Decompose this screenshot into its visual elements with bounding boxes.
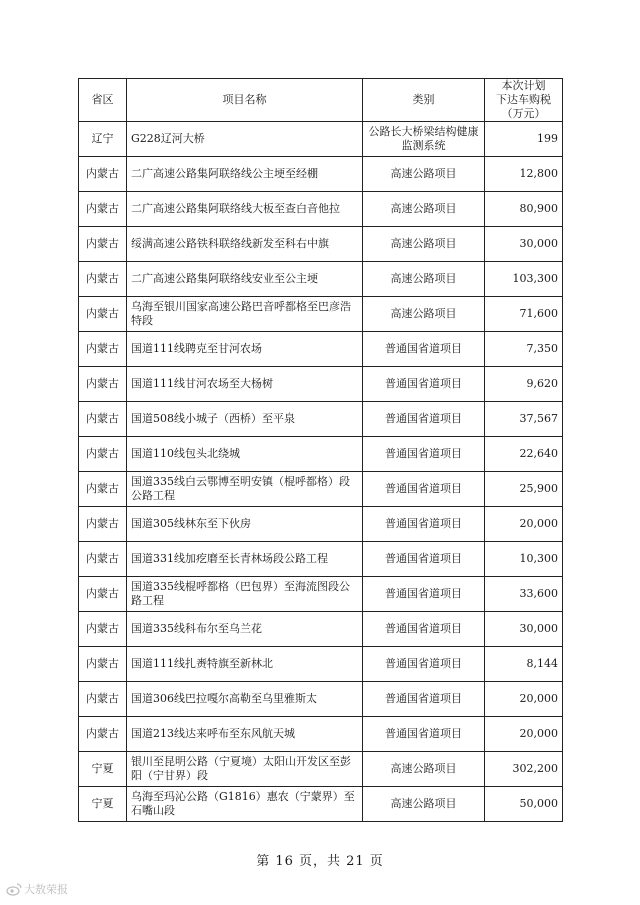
cell-category: 普通国省道项目: [363, 437, 485, 472]
cell-amount: 103,300: [485, 262, 563, 297]
cell-amount: 33,600: [485, 577, 563, 612]
cell-category: 公路长大桥梁结构健康监测系统: [363, 122, 485, 157]
cell-amount: 25,900: [485, 472, 563, 507]
cell-project: 国道213线达来呼布至东风航天城: [127, 717, 363, 752]
cell-province: 内蒙古: [79, 612, 127, 647]
table-row: [79, 402, 563, 437]
page-number: 第 16 页，共 21 页: [256, 854, 384, 869]
table-row: [79, 612, 563, 647]
cell-province: 内蒙古: [79, 577, 127, 612]
cell-province: 宁夏: [79, 787, 127, 822]
cell-province: 内蒙古: [79, 262, 127, 297]
watermark: [6, 881, 68, 897]
cell-province: 内蒙古: [79, 647, 127, 682]
cell-project: 国道111线甘河农场至大杨树: [127, 367, 363, 402]
cell-category: 高速公路项目: [363, 227, 485, 262]
cell-amount: 7,350: [485, 332, 563, 367]
cell-amount: 30,000: [485, 612, 563, 647]
cell-project: 乌海至玛沁公路（G1816）惠农（宁蒙界）至石嘴山段: [127, 787, 363, 822]
cell-amount: 8,144: [485, 647, 563, 682]
cell-project: 国道331线加疙磨至长青林场段公路工程: [127, 542, 363, 577]
cell-project: 乌海至银川国家高速公路巴音呼都格至巴彦浩特段: [127, 297, 363, 332]
cell-category: 普通国省道项目: [363, 402, 485, 437]
cell-category: 普通国省道项目: [363, 542, 485, 577]
table-row: [79, 192, 563, 227]
cell-category: 普通国省道项目: [363, 507, 485, 542]
cell-amount: 50,000: [485, 787, 563, 822]
cell-project: 银川至昆明公路（宁夏境）太阳山开发区至彭阳（宁甘界）段: [127, 752, 363, 787]
table-row: [79, 787, 563, 822]
cell-amount: 9,620: [485, 367, 563, 402]
cell-project: 国道335线白云鄂博至明安镇（棍呼都格）段公路工程: [127, 472, 363, 507]
cell-amount: 199: [485, 122, 563, 157]
cell-province: 内蒙古: [79, 507, 127, 542]
cell-category: 高速公路项目: [363, 297, 485, 332]
cell-province: 内蒙古: [79, 472, 127, 507]
cell-category: 高速公路项目: [363, 192, 485, 227]
cell-amount: 20,000: [485, 717, 563, 752]
cell-province: 内蒙古: [79, 437, 127, 472]
table-row: [79, 122, 563, 157]
cell-amount: 302,200: [485, 752, 563, 787]
table-row: [79, 682, 563, 717]
cell-project: 二广高速公路集阿联络线公主埂至经棚: [127, 157, 363, 192]
cell-category: 普通国省道项目: [363, 647, 485, 682]
header-category: 类别: [363, 79, 485, 122]
cell-province: 内蒙古: [79, 157, 127, 192]
cell-project: 国道508线小城子（西桥）至平泉: [127, 402, 363, 437]
cell-project: 二广高速公路集阿联络线安业至公主埂: [127, 262, 363, 297]
cell-amount: 37,567: [485, 402, 563, 437]
header-amount-line-2: 下达车购税: [496, 93, 551, 106]
cell-province: 内蒙古: [79, 332, 127, 367]
cell-amount: 22,640: [485, 437, 563, 472]
cell-project: G228辽河大桥: [127, 122, 363, 157]
cell-amount: 20,000: [485, 507, 563, 542]
header-amount-line-3: （万元）: [501, 107, 546, 120]
table-row: [79, 332, 563, 367]
cell-project: 国道111线扎赉特旗至新林北: [127, 647, 363, 682]
cell-province: 内蒙古: [79, 297, 127, 332]
cell-project: 国道306线巴拉嘎尔高勒至乌里雅斯太: [127, 682, 363, 717]
tax-allocation-table: [78, 78, 563, 822]
cell-project: 二广高速公路集阿联络线大板至查白音他拉: [127, 192, 363, 227]
cell-amount: 71,600: [485, 297, 563, 332]
cell-category: 高速公路项目: [363, 262, 485, 297]
header-province: 省区: [79, 79, 127, 122]
cell-amount: 80,900: [485, 192, 563, 227]
table-row: [79, 472, 563, 507]
cell-province: 内蒙古: [79, 402, 127, 437]
cell-province: 内蒙古: [79, 717, 127, 752]
cell-province: 内蒙古: [79, 367, 127, 402]
table-body: [79, 122, 563, 822]
table-row: [79, 647, 563, 682]
cell-category: 高速公路项目: [363, 787, 485, 822]
table-row: [79, 507, 563, 542]
table-row: [79, 262, 563, 297]
cell-project: 绥满高速公路铁科联络线新发至科右中旗: [127, 227, 363, 262]
cell-project: 国道110线包头北绕城: [127, 437, 363, 472]
table-row: [79, 717, 563, 752]
cell-category: 普通国省道项目: [363, 332, 485, 367]
header-amount: [485, 79, 563, 122]
cell-category: 普通国省道项目: [363, 612, 485, 647]
table-row: [79, 297, 563, 332]
table-row: [79, 227, 563, 262]
table-row: [79, 577, 563, 612]
cell-amount: 10,300: [485, 542, 563, 577]
cell-category: 普通国省道项目: [363, 717, 485, 752]
cell-province: 内蒙古: [79, 192, 127, 227]
cell-category: 普通国省道项目: [363, 472, 485, 507]
cell-category: 高速公路项目: [363, 752, 485, 787]
table-row: [79, 157, 563, 192]
cell-province: 内蒙古: [79, 682, 127, 717]
header-amount-line-1: 本次计划: [501, 79, 546, 92]
cell-province: 辽宁: [79, 122, 127, 157]
cell-category: 普通国省道项目: [363, 682, 485, 717]
cell-province: 内蒙古: [79, 542, 127, 577]
cell-amount: 30,000: [485, 227, 563, 262]
table-row: [79, 542, 563, 577]
cell-amount: 12,800: [485, 157, 563, 192]
cell-project: 国道335线棍呼都格（巴包界）至海流图段公路工程: [127, 577, 363, 612]
table-row: [79, 437, 563, 472]
table-row: [79, 367, 563, 402]
table-row: [79, 752, 563, 787]
cell-amount: 20,000: [485, 682, 563, 717]
watermark-text: 大敖荣报: [24, 883, 68, 896]
cell-project: 国道335线科布尔至乌兰花: [127, 612, 363, 647]
cell-category: 普通国省道项目: [363, 367, 485, 402]
header-project: 项目名称: [127, 79, 363, 122]
cell-project: 国道305线林东至下伙房: [127, 507, 363, 542]
cell-category: 高速公路项目: [363, 157, 485, 192]
table-header-row: [79, 79, 563, 122]
cell-province: 内蒙古: [79, 227, 127, 262]
weibo-icon: [6, 882, 22, 896]
cell-project: 国道111线聘克至甘河农场: [127, 332, 363, 367]
cell-category: 普通国省道项目: [363, 577, 485, 612]
cell-province: 宁夏: [79, 752, 127, 787]
